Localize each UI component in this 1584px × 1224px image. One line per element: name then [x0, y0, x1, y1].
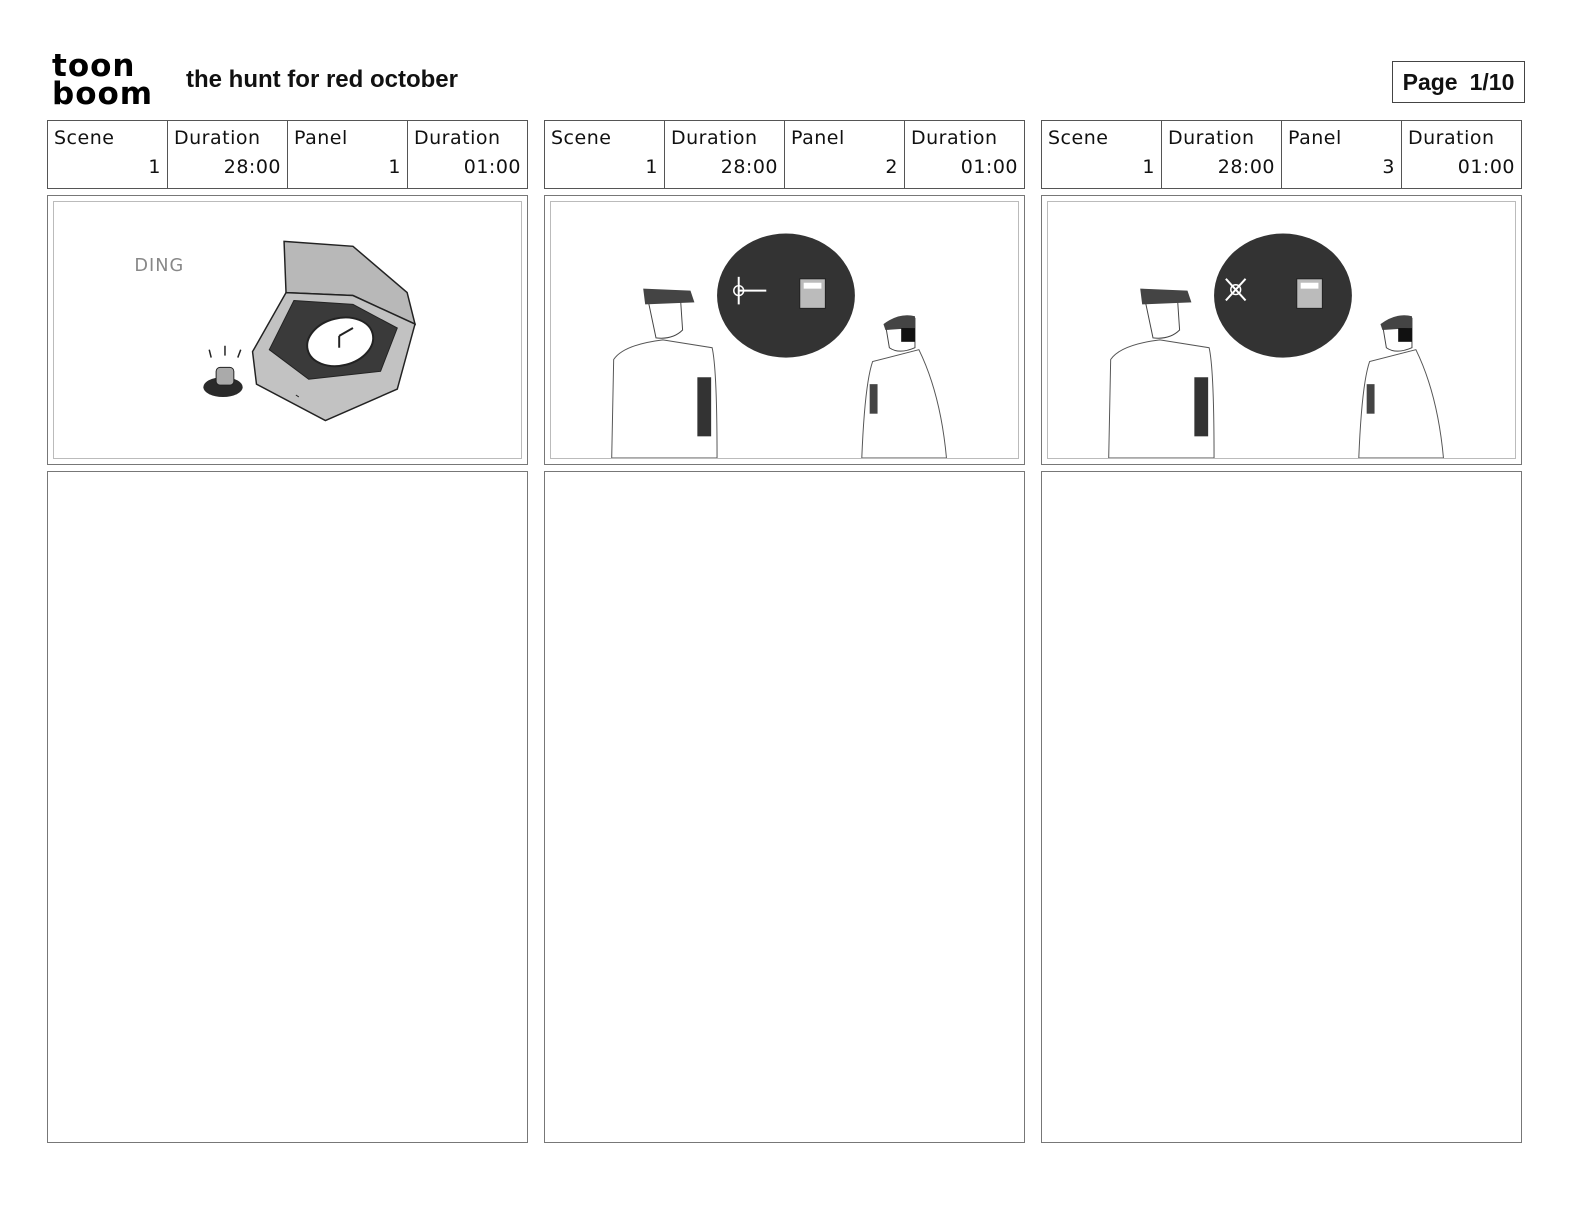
panel-duration-cell	[905, 121, 1024, 188]
scene-duration-cell	[665, 121, 785, 188]
panel-image-frame[interactable]	[1041, 195, 1522, 465]
panel-info-row	[544, 120, 1025, 189]
scene-label: Scene	[1048, 127, 1109, 149]
scene-duration-label: Duration	[671, 127, 758, 149]
panel-notes-area[interactable]	[544, 471, 1025, 1143]
panel-value: 3	[1382, 156, 1395, 178]
panel-duration-label: Duration	[911, 127, 998, 149]
panel-value: 2	[885, 156, 898, 178]
scene-value: 1	[645, 156, 658, 178]
scene-duration-value: 28:00	[223, 156, 281, 178]
scene-duration-cell	[168, 121, 288, 188]
project-title: the hunt for red october	[186, 66, 458, 93]
toon-boom-logo	[52, 48, 164, 112]
panel-cell	[1282, 121, 1402, 188]
panel-duration-cell	[408, 121, 527, 188]
scene-duration-value: 28:00	[720, 156, 778, 178]
panel-info-row	[1041, 120, 1522, 189]
scene-duration-value: 28:00	[1217, 156, 1275, 178]
panel-duration-value: 01:00	[463, 156, 521, 178]
panel-notes-area[interactable]	[47, 471, 528, 1143]
page-indicator	[1392, 61, 1525, 103]
panel-duration-cell	[1402, 121, 1521, 188]
panel-label: Panel	[294, 127, 348, 149]
page-number: 1/10	[1469, 68, 1515, 95]
panel-info-row	[47, 120, 528, 189]
scene-cell	[1042, 121, 1162, 188]
panel-label: Panel	[1288, 127, 1342, 149]
scene-duration-label: Duration	[1168, 127, 1255, 149]
panel-cell	[785, 121, 905, 188]
panel-label: Panel	[791, 127, 845, 149]
officers-and-sonar-screen-icon	[551, 202, 1018, 458]
clock-in-box-icon	[54, 202, 521, 458]
scene-cell	[48, 121, 168, 188]
panel-duration-label: Duration	[414, 127, 501, 149]
page-label: Page	[1402, 68, 1458, 95]
panel-notes-area[interactable]	[1041, 471, 1522, 1143]
panel-duration-label: Duration	[1408, 127, 1495, 149]
panel-image-frame[interactable]	[47, 195, 528, 465]
sketch-text-ding: DING	[134, 255, 185, 276]
panel-cell	[288, 121, 408, 188]
scene-label: Scene	[551, 127, 612, 149]
officers-and-sonar-screen-icon	[1048, 202, 1515, 458]
panel-duration-value: 01:00	[960, 156, 1018, 178]
scene-duration-cell	[1162, 121, 1282, 188]
scene-cell	[545, 121, 665, 188]
scene-label: Scene	[54, 127, 115, 149]
panel-duration-value: 01:00	[1457, 156, 1515, 178]
panel-image-frame[interactable]	[544, 195, 1025, 465]
scene-duration-label: Duration	[174, 127, 261, 149]
scene-value: 1	[1142, 156, 1155, 178]
scene-value: 1	[148, 156, 161, 178]
logo-line-2: boom	[52, 76, 154, 112]
panel-value: 1	[388, 156, 401, 178]
logo-line-1: toon	[52, 48, 136, 84]
